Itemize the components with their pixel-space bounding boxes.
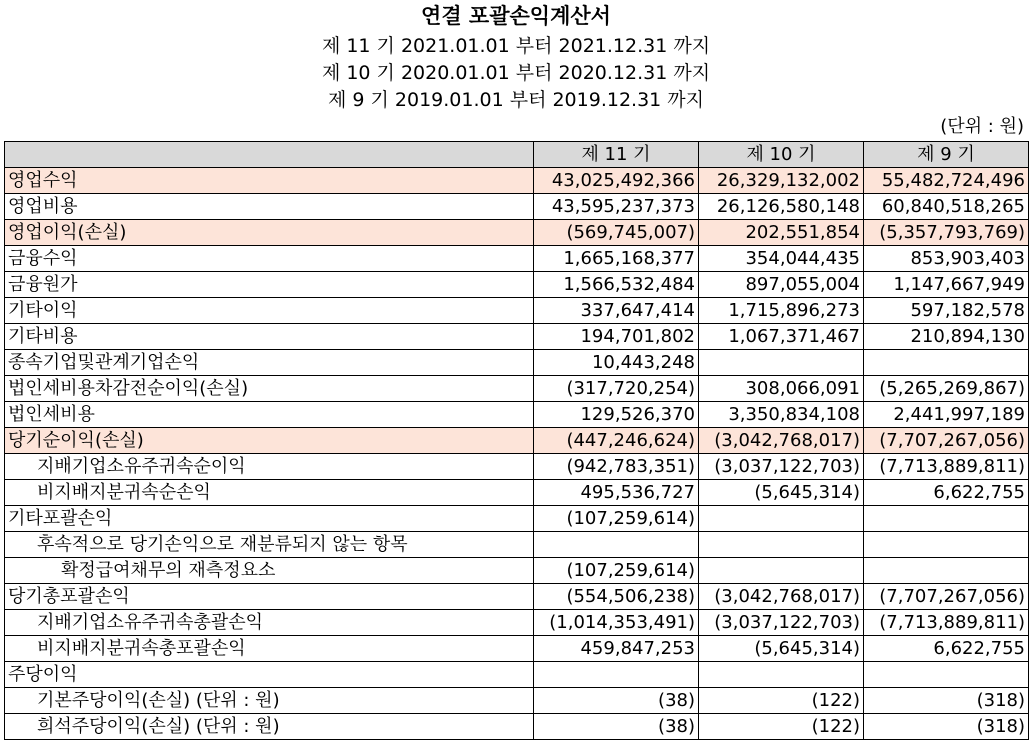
row-value: 337,647,414 bbox=[534, 298, 699, 324]
row-value bbox=[699, 350, 864, 376]
table-row bbox=[5, 272, 1029, 298]
row-value: (3,037,122,703) bbox=[699, 610, 864, 636]
table-row bbox=[5, 610, 1029, 636]
row-value: 6,622,755 bbox=[864, 636, 1029, 662]
row-value: 1,715,896,273 bbox=[699, 298, 864, 324]
row-value bbox=[534, 662, 699, 688]
row-value: 129,526,370 bbox=[534, 402, 699, 428]
row-value: 1,566,532,484 bbox=[534, 272, 699, 298]
row-value: 26,329,132,002 bbox=[699, 168, 864, 194]
period-line-11: 제 11 기 2021.01.01 부터 2021.12.31 까지 bbox=[321, 35, 711, 57]
row-value: (122) bbox=[699, 714, 864, 740]
row-value: 10,443,248 bbox=[534, 350, 699, 376]
row-label: 확정급여채무의 재측정요소 bbox=[5, 558, 534, 584]
row-value: 6,622,755 bbox=[864, 480, 1029, 506]
row-value: (3,037,122,703) bbox=[699, 454, 864, 480]
table-row bbox=[5, 350, 1029, 376]
row-label: 영업이익(손실) bbox=[5, 220, 534, 246]
row-value bbox=[864, 662, 1029, 688]
row-value: (5,357,793,769) bbox=[864, 220, 1029, 246]
row-value: (7,707,267,056) bbox=[864, 584, 1029, 610]
row-label: 금융원가 bbox=[5, 272, 534, 298]
row-value: (942,783,351) bbox=[534, 454, 699, 480]
row-value: 308,066,091 bbox=[699, 376, 864, 402]
table-row bbox=[5, 194, 1029, 220]
row-label: 종속기업및관계기업손익 bbox=[5, 350, 534, 376]
table-row bbox=[5, 558, 1029, 584]
row-value: (38) bbox=[534, 714, 699, 740]
row-label: 법인세비용차감전순이익(손실) bbox=[5, 376, 534, 402]
table-row bbox=[5, 506, 1029, 532]
table-body bbox=[5, 168, 1029, 740]
income-statement-table bbox=[4, 141, 1029, 740]
table-row bbox=[5, 714, 1029, 740]
row-label: 당기순이익(손실) bbox=[5, 428, 534, 454]
row-value bbox=[534, 532, 699, 558]
row-label: 희석주당이익(손실) (단위 : 원) bbox=[5, 714, 534, 740]
row-value: 1,665,168,377 bbox=[534, 246, 699, 272]
table-row bbox=[5, 428, 1029, 454]
row-value: (5,645,314) bbox=[699, 636, 864, 662]
row-value: 495,536,727 bbox=[534, 480, 699, 506]
row-label: 기타포괄손익 bbox=[5, 506, 534, 532]
row-value: 1,067,371,467 bbox=[699, 324, 864, 350]
header-row bbox=[5, 142, 1029, 168]
row-value: (38) bbox=[534, 688, 699, 714]
row-value: (1,014,353,491) bbox=[534, 610, 699, 636]
row-value: 1,147,667,949 bbox=[864, 272, 1029, 298]
table-row bbox=[5, 376, 1029, 402]
row-label: 비지배지분귀속순손익 bbox=[5, 480, 534, 506]
row-value bbox=[699, 532, 864, 558]
header-item bbox=[5, 142, 534, 168]
row-value: (447,246,624) bbox=[534, 428, 699, 454]
row-value: 897,055,004 bbox=[699, 272, 864, 298]
header-period-10: 제 10 기 bbox=[699, 142, 864, 168]
row-label: 기타비용 bbox=[5, 324, 534, 350]
table-row bbox=[5, 480, 1029, 506]
row-value bbox=[864, 350, 1029, 376]
table-row bbox=[5, 454, 1029, 480]
row-value bbox=[864, 506, 1029, 532]
row-value bbox=[864, 558, 1029, 584]
row-value: (3,042,768,017) bbox=[699, 584, 864, 610]
row-value: (107,259,614) bbox=[534, 558, 699, 584]
table-row bbox=[5, 532, 1029, 558]
table-row bbox=[5, 246, 1029, 272]
row-label: 당기총포괄손익 bbox=[5, 584, 534, 610]
row-value: (3,042,768,017) bbox=[699, 428, 864, 454]
row-value bbox=[699, 506, 864, 532]
table-row bbox=[5, 402, 1029, 428]
row-label: 금융수익 bbox=[5, 246, 534, 272]
row-value: 43,025,492,366 bbox=[534, 168, 699, 194]
row-value: (318) bbox=[864, 714, 1029, 740]
header-period-9: 제 9 기 bbox=[864, 142, 1029, 168]
table-row bbox=[5, 688, 1029, 714]
unit-label: (단위 : 원) bbox=[940, 116, 1024, 137]
row-value: (107,259,614) bbox=[534, 506, 699, 532]
row-value: (317,720,254) bbox=[534, 376, 699, 402]
table-row bbox=[5, 220, 1029, 246]
row-value: (7,707,267,056) bbox=[864, 428, 1029, 454]
statement-title: 연결 포괄손익계산서 bbox=[421, 4, 611, 28]
row-label: 기타이익 bbox=[5, 298, 534, 324]
row-value: 55,482,724,496 bbox=[864, 168, 1029, 194]
row-value: (7,713,889,811) bbox=[864, 454, 1029, 480]
row-value: 202,551,854 bbox=[699, 220, 864, 246]
row-value: (554,506,238) bbox=[534, 584, 699, 610]
row-value bbox=[699, 558, 864, 584]
table-row bbox=[5, 584, 1029, 610]
row-value: (569,745,007) bbox=[534, 220, 699, 246]
row-value: 210,894,130 bbox=[864, 324, 1029, 350]
header-period-11: 제 11 기 bbox=[534, 142, 699, 168]
row-value: 26,126,580,148 bbox=[699, 194, 864, 220]
row-value: 459,847,253 bbox=[534, 636, 699, 662]
row-label: 비지배지분귀속총포괄손익 bbox=[5, 636, 534, 662]
row-value: (7,713,889,811) bbox=[864, 610, 1029, 636]
period-line-9: 제 9 기 2019.01.01 부터 2019.12.31 까지 bbox=[327, 89, 705, 111]
table-row bbox=[5, 324, 1029, 350]
row-value: 60,840,518,265 bbox=[864, 194, 1029, 220]
row-label: 지배기업소유주귀속순이익 bbox=[5, 454, 534, 480]
row-value: 853,903,403 bbox=[864, 246, 1029, 272]
row-label: 주당이익 bbox=[5, 662, 534, 688]
row-value: (122) bbox=[699, 688, 864, 714]
row-value: (5,265,269,867) bbox=[864, 376, 1029, 402]
row-label: 영업수익 bbox=[5, 168, 534, 194]
row-label: 지배기업소유주귀속총괄손익 bbox=[5, 610, 534, 636]
row-value: (5,645,314) bbox=[699, 480, 864, 506]
row-value: (318) bbox=[864, 688, 1029, 714]
row-value: 354,044,435 bbox=[699, 246, 864, 272]
row-label: 영업비용 bbox=[5, 194, 534, 220]
row-label: 법인세비용 bbox=[5, 402, 534, 428]
row-value: 2,441,997,189 bbox=[864, 402, 1029, 428]
row-value bbox=[864, 532, 1029, 558]
table-row bbox=[5, 636, 1029, 662]
table-row bbox=[5, 298, 1029, 324]
row-label: 기본주당이익(손실) (단위 : 원) bbox=[5, 688, 534, 714]
row-value: 194,701,802 bbox=[534, 324, 699, 350]
row-value: 43,595,237,373 bbox=[534, 194, 699, 220]
row-label: 후속적으로 당기손익으로 재분류되지 않는 항목 bbox=[5, 532, 534, 558]
table-row bbox=[5, 662, 1029, 688]
table-row bbox=[5, 168, 1029, 194]
row-value bbox=[699, 662, 864, 688]
row-value: 597,182,578 bbox=[864, 298, 1029, 324]
row-value: 3,350,834,108 bbox=[699, 402, 864, 428]
period-line-10: 제 10 기 2020.01.01 부터 2020.12.31 까지 bbox=[321, 62, 711, 84]
